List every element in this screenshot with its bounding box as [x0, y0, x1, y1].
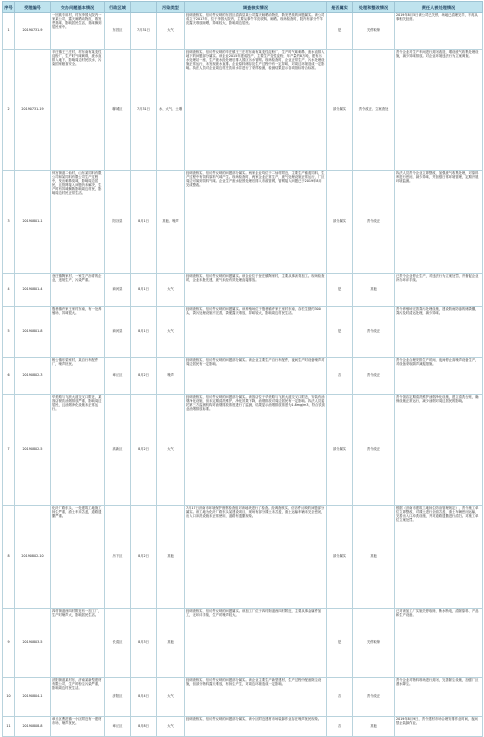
cell-handle: 其他: [353, 717, 395, 737]
cell-area: 章丘区: [105, 358, 131, 395]
cell-survey: 经调查核实，信访件反映的东昌区清真县某公司露天晾晒动物皮，散发恶臭的问题属实。该公司成立于2017年，位于李园大院内，主要从事牛羊皮收购、晾晒。现场检查时，院内有部分牛羊皮露天堆放晾晒，异味较大，影响周边居民。: [185, 13, 327, 50]
cell-issue: 华美路与飞跃大道交叉口附近，某饭店餐饮油烟排放严重，影响周边居民，且油烟净化设施未正常运行。: [51, 395, 105, 506]
table-row: [3, 609, 483, 678]
cell-area: 东昌区: [105, 13, 131, 50]
cell-date: 7月31日: [131, 13, 157, 50]
cell-no: 10: [3, 678, 15, 717]
cell-handle: 责令改正: [353, 395, 395, 506]
cell-area: 长清区: [105, 609, 131, 678]
cell-no: 1: [3, 13, 15, 50]
cell-no: 5: [3, 307, 15, 358]
cell-code: 20190801-1: [15, 171, 51, 274]
header-code: 受理编号: [15, 2, 51, 13]
cell-survey: 经调查核实，信访件反映的问题部分属实，该小区附近建材市场装卸作业存在噪声扰民现象。: [185, 717, 327, 737]
cell-date: 8月1日: [131, 171, 157, 274]
cell-handle: 责令改正: [353, 358, 395, 395]
cell-handle: 关停取缔: [353, 13, 395, 50]
cell-area: 济阳区: [105, 678, 131, 717]
cell-survey: 7月17日济南市环境保护督察检查组对该地块进行了检查。经调查核实，信访件反映的问题部分属实。该工地为化纤厂路东头某建设项目，现场有部分裸土未苫盖，渣土运输车辆未完全密闭，出入口冲洗设施未正常使用，道路有遗撒现象。: [185, 506, 327, 609]
cell-no: 6: [3, 358, 15, 395]
cell-area: 章丘区: [105, 717, 131, 737]
cell-code: 20190802-10: [15, 506, 51, 609]
cell-code: 20190731-9: [15, 13, 51, 50]
cell-date: 8月1日: [131, 307, 157, 358]
cell-handle: 责令改正、立案查处: [353, 50, 395, 171]
cell-person: 执法人员责令企业立即整改，加强废气收集处理，对原料库进行密闭，减少异味，并加强日常环境管理，定期开展环境监测。: [395, 171, 483, 274]
cell-real: 是: [327, 307, 353, 358]
cell-handle: 其他: [353, 274, 395, 307]
cell-code: 20190801-4: [15, 274, 51, 307]
table-row: [3, 307, 483, 358]
cell-date: 8月2日: [131, 506, 157, 609]
cell-code: 20190802-5: [15, 395, 51, 506]
header-person: 责任人被处理情况: [395, 2, 483, 13]
cell-type: 噪声: [157, 358, 185, 395]
cell-area: 商河县: [105, 274, 131, 307]
cell-date: 8月1日: [131, 274, 157, 307]
cell-real: 部分属实: [327, 395, 353, 506]
cell-survey: 经调查核实，信访件反映的问题属实。该企业位于登庄镇陶家村，主要从事沥青加工。现场检查时，企业未批先建，废气未经有效处理直接排放。: [185, 274, 327, 307]
cell-area: 历下区: [105, 506, 131, 609]
cell-person: 根据《济南市建筑工地扬尘防治管理规定》，责令施工单位立即整改，对裸土进行全面苫盖，渣土车辆密闭运输，完善出入口冲洗设施，并对道路遗撒进行清扫。对施工单位立案处罚。: [395, 506, 483, 609]
cell-survey: 经调查核实，信访件反映的问题属实。该养殖场位于殷巷镇许家王家村东南，存栏生猪约300头，粪污处理设施不完善，粪便露天堆放，异味较大，影响周边村民生活。: [185, 307, 327, 358]
cell-survey: 经调查核实，信访件反映的问题部分属实。两家企业均位于二仙村附近，主要生产畜禽饲料，生产过程中有饲料原料气味产生。现场检查时，两家企业正常生产，废气处理设施正常运行，厂区周边可闻到饲料气味。企业生产废水经预处理后排入市政管网，管网接入问题已于2019年8月完成整改。: [185, 171, 327, 274]
cell-no: 3: [3, 171, 15, 274]
cell-real: 否: [327, 358, 353, 395]
cell-code: 20190804-1: [15, 678, 51, 717]
header-type: 污染类型: [157, 2, 185, 13]
cell-survey: 经调查核实，信访件反映的问题部分属实。该饭店位于华美路与飞跃大道交叉口附近，安装有油烟净化设施，但未定期清洗维护，净化效果下降，油烟排放对周边居民有一定影响。执法人员委托第三方监测机构对油烟排放浓度进行了监测，结果显示油烟排放浓度为1.8mg/m3，符合饮食业油烟排放标准。: [185, 395, 327, 506]
cell-person: 责令饭店定期清洗维护油烟净化设施，建立清洗台账，确保设施正常运行，减少油烟对周边居民的影响。: [395, 395, 483, 506]
document-page: [0, 1, 484, 728]
cell-code: 20190801-8: [15, 307, 51, 358]
cell-no: 4: [3, 274, 15, 307]
table-row: [3, 678, 483, 717]
cell-issue: 济阳街道某村东，济南某新型建材有限公司，生产时粉尘污染严重，影响周边村民生活。: [51, 678, 105, 717]
cell-person: 责令企业对生产车间进行封闭改造，增设废气收集处理设施，减少异味排放。对企业环境违法行为立案调查。: [395, 50, 483, 171]
cell-survey: 经调查核实，信访件反映的问题部分属实。该企业主要生产自行车配件，夜间生产时设备噪声对周边居民有一定影响。: [185, 358, 327, 395]
cell-survey: 经调查核实，信访件反映的问题属实。该加工厂位于四村街道西四村附近，主要从事金属件加工，无环评手续，生产时噪声较大。: [185, 609, 327, 678]
cell-survey: 经调查核实，信访件反映的辛庄镇王三庄村东南有某变性淀粉厂，生产时气味刺鼻，废水直排入地下的问题部分属实。该企业2015年建成投产，主要生产变性淀粉，年产量约8万吨，建有污水处理站一座，生产废水经处理后排入园区污水管网。现场检查时，企业正常生产，污水处理设施正常运行，未发现废水直排。企业原料储存及生产过程中有一定异味，对周边环境造成一定影响。执法人员对企业周边村庄饮用水井进行了采样检测，检测结果显示各项指标符合标准。: [185, 50, 327, 171]
cell-type: 大气: [157, 307, 185, 358]
cell-code: 20190803-5: [15, 609, 51, 678]
cell-issue: 相公镇东梁家村，某自行车配件厂，噪声扰民。: [51, 358, 105, 395]
cell-type: 水、大气、土壤: [157, 50, 185, 171]
header-date: [131, 2, 157, 13]
cell-person: 2019年8月5日该公司已关停，场地已清理完毕，不再从事相关经营。: [395, 13, 483, 50]
cell-area: 高新区: [105, 395, 131, 506]
cell-issue: 殷巷镇许家王家村东南，有一处养殖场，异味很大。: [51, 307, 105, 358]
cell-real: 否: [327, 678, 353, 717]
header-area: 行政区域: [105, 2, 131, 13]
cell-person: 已对该加工厂实施关停取缔，断水断电，清除原料、产品和生产设备。: [395, 609, 483, 678]
cell-survey: 经调查核实，信访件反映的问题部分属实。该企业主要生产新型建材，生产过程中配备除尘设施，但部分物料露天堆放，有扬尘产生，对周边环境造成一定影响。: [185, 678, 327, 717]
cell-issue: 四村街道西四村附近有一加工厂，生产时噪声大，影响居民生活。: [51, 609, 105, 678]
header-no: 序号: [3, 2, 15, 13]
cell-issue: 辛庄镇王三庄村，村东南有某变性淀粉厂，生产时气味刺鼻，废水直排入地下，影响周边村民饮水，污染国家粮食安全。: [51, 50, 105, 171]
cell-real: 部分属实: [327, 171, 353, 274]
cell-date: 8月2日: [131, 395, 157, 506]
complaint-table: [2, 1, 483, 737]
cell-type: 大气: [157, 717, 185, 737]
cell-type: 其他: [157, 609, 185, 678]
cell-real: 是: [327, 274, 353, 307]
cell-date: 7月31日: [131, 50, 157, 171]
cell-issue: 章丘区曹范镇一小区附近有一建材市场，噪声扰民。: [51, 717, 105, 737]
cell-person: 已责令企业停止生产，对违法行为立案处罚，并督促企业补办环评手续。: [395, 274, 483, 307]
cell-real: 部分属实: [327, 506, 353, 609]
header-real: 是否属实: [327, 2, 353, 13]
cell-type: 大气: [157, 678, 185, 717]
cell-no: 7: [3, 395, 15, 506]
table-row: [3, 274, 483, 307]
cell-real: 是: [327, 609, 353, 678]
cell-real: 否: [327, 717, 353, 737]
table-row: [3, 50, 483, 171]
cell-no: 8: [3, 506, 15, 609]
cell-date: 8月8日: [131, 717, 157, 737]
cell-real: 是: [327, 13, 353, 50]
cell-person: 责令养殖场完善粪污处理设施，建设防雨防渗的储粪棚，粪污及时清运处理，减少异味。: [395, 307, 483, 358]
cell-type: 大气: [157, 13, 185, 50]
table-row: [3, 358, 483, 395]
cell-issue: 登庄镇陶家村，一家生产沥青的企业，违规生产，污染严重。: [51, 274, 105, 307]
cell-area: 商河县: [105, 307, 131, 358]
cell-code: 20190731-19: [15, 50, 51, 171]
cell-area: 聊城区: [105, 50, 131, 171]
cell-type: 大气: [157, 395, 185, 506]
cell-date: 8月4日: [131, 678, 157, 717]
cell-type: 大气: [157, 274, 185, 307]
cell-person: 责令企业合理安排生产时间，夜间停止高噪声设备生产，对设备采取隔声减振措施。: [395, 358, 483, 395]
table-row: [3, 13, 483, 50]
cell-issue: 化纤厂路东头，一处建筑工地施工扬尘严重，渣土车未苫盖，道路遗撒严重。: [51, 506, 105, 609]
table-row: [3, 506, 483, 609]
cell-handle: 关停取缔: [353, 609, 395, 678]
table-body: [3, 13, 483, 737]
cell-code: 20190808-8: [15, 717, 51, 737]
cell-no: 11: [3, 717, 15, 737]
cell-area: 阳谷县: [105, 171, 131, 274]
cell-handle: 责令改正: [353, 307, 395, 358]
header-survey: 调查核实情况: [185, 2, 327, 13]
table-row: [3, 395, 483, 506]
table-row: [3, 717, 483, 737]
table-row: [3, 171, 483, 274]
cell-issue: 仲宫街道二仙村，山东某饲料有限公司和某饲料有限公司生产过程中，发出刺鼻臭味，影响周边居民，且管网接入问题仍未解决，生产时有异味飘散影响周边村民，影响周边村民正常生活。: [51, 171, 105, 274]
cell-code: 20190802-3: [15, 358, 51, 395]
cell-handle: 其他: [353, 506, 395, 609]
cell-real: 部分属实: [327, 50, 353, 171]
cell-type: 其他: [157, 506, 185, 609]
cell-date: 8月3日: [131, 609, 157, 678]
header-handle: 处理和整改情况: [353, 2, 395, 13]
cell-no: 2: [3, 50, 15, 171]
cell-handle: 责令改正: [353, 171, 395, 274]
cell-type: 其他、噪声: [157, 171, 185, 274]
cell-no: 9: [3, 609, 15, 678]
cell-date: 8月2日: [131, 358, 157, 395]
cell-person: 责令企业对物料堆场进行封闭，完善除尘设施，加强厂区洒水降尘。: [395, 678, 483, 717]
header-issue: 交办问题基本情况: [51, 2, 105, 13]
cell-person: 2019年8月9日，责令建材市场合理安排作业时间，夜间禁止装卸作业。: [395, 717, 483, 737]
cell-handle: 责令改正: [353, 678, 395, 717]
cell-issue: 一回族专用村，村东李园大院内一家某公司，露天晾晒动物皮，散发恶臭味，影响居民生活，臭味飘到居民家中。: [51, 13, 105, 50]
table-header: [3, 2, 483, 13]
